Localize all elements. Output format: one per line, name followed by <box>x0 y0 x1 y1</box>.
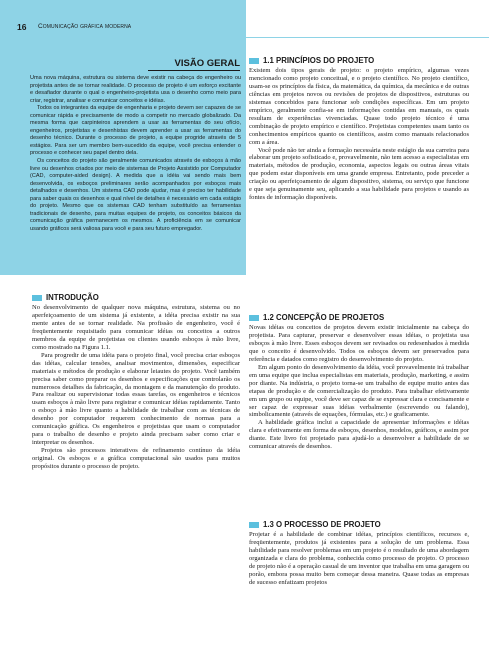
overview-title: VISÃO GERAL <box>174 58 240 69</box>
section-1-2-paragraph: Novas idéias ou conceitos de projetos devem existir inicialmente na cabeça do projetista. Para capturar, preservar e desenvolver essas idéias, o projetista usa esboços à mão livre. Esses esboços devem ser revisados ou redesenhados à medida que o conceito é desenvolvido. Todos os esboços devem ser preservados para referência e datados como registro do desenvolvimento do projeto. <box>249 324 469 363</box>
section-marker <box>249 522 259 528</box>
overview-body <box>30 75 241 233</box>
section-1-2-paragraph: A habilidade gráfica inclui a capacidade de apresentar informações e idéias clara e efetivamente em forma de esboços, desenhos, modelos, gráficos, e assim por diante. Este livro foi projetado para ajudá-lo a desenvolver a habilidade de se comunicar através de desenhos. <box>249 419 469 451</box>
section-marker <box>249 315 259 321</box>
page-number: 16 <box>17 22 27 32</box>
header-rule <box>246 37 489 38</box>
section-marker <box>249 58 259 64</box>
section-1-2-heading-text: 1.2 CONCEPÇÃO DE PROJETOS <box>263 313 385 322</box>
overview-box <box>0 38 246 275</box>
running-head: Comunicação gráfica moderna <box>38 23 132 30</box>
section-1-1-heading <box>249 56 374 65</box>
intro-heading-text: INTRODUÇÃO <box>46 293 99 302</box>
section-1-3-heading-text: 1.3 O PROCESSO DE PROJETO <box>263 520 381 529</box>
overview-paragraph: Os conceitos do projeto são geralmente comunicados através de esboços à mão livre ou desenhos criados por meio de sistemas de Projeto Assistido por Computador (CAD, computer-aided design). A medida que a idéia vai sendo mais bem desenvolvida, os esboços preliminares serão acompanhados por esboços mais detalhados e desenhos. Um sistema CAD pode ajudar, mas é preciso ter habilidade para saber quais os desenhos e qual nível de detalhes é necessário em cada estágio do projeto. Mesmo que os sistemas CAD tenham substituído as ferramentas tradicionais de desenho, para muitas equipes de projeto, os conceitos básicos da comunicação gráfica permanecem os mesmos. A proficiência em se comunicar usando gráficos será valiosa para você e para seu futuro empregador. <box>30 158 241 232</box>
intro-heading <box>32 293 99 302</box>
intro-paragraph: Para progredir de uma idéia para o projeto final, você precisa criar esboços das idéias, calcular tensões, analisar movimentos, dimensões, especificar materiais e métodos de produção e elaborar leiautes do projeto. Você também precisa saber como preparar os desenhos e especificações que controlarão os numerosos detalhes da fabricação, da montagem e da manutenção do produto. Para realizar ou supervisionar todas essas tarefas, os engenheiros e técnicos usam esboços à mão livre para registrar e comunicar idéias rapidamente. Tanto o esboço à mão livre quanto a habilidade de trabalhar com as técnicas de desenho por computador requerem conhecimento de normas para a comunicação gráfica. Os engenheiros e projetistas que usam o computador para o trabalho de desenho e projeto ainda precisam saber como criar e interpretar os desenhos. <box>32 351 240 447</box>
section-1-2-body <box>249 324 469 451</box>
intro-body <box>32 304 240 471</box>
section-marker <box>32 295 42 301</box>
intro-paragraph: Projetos são processos interativos de refinamento contínuo da idéia original. Os esboços e a gráfica computacional são usados para muitos propósitos durante o processo de projeto. <box>32 447 240 471</box>
section-1-2-heading <box>249 313 384 322</box>
section-1-1-paragraph: Existem dois tipos gerais de projeto: o projeto empírico, algumas vezes mencionado como projeto conceitual, e o projeto científico. No projeto científico, usam-se os princípios da física, da matemática, da química, da mecânica e de outras ciências em projetos novos ou revisões de projetos de dispositivos, estruturas ou sistemas concebidos para funcionar sob condições específicas. Em um projeto empírico, geralmente confia-se em informações contidas em manuais, os quais resultam de experiências vivenciadas. Quase todo projeto técnico é uma combinação de projeto empírico e científico. Projetistas competentes usam tanto os conhecimentos empíricos quanto os científicos, assim como manuais relacionados com a área. <box>249 67 469 146</box>
overview-paragraph: Todos os integrantes da equipe de engenharia e projeto devem ser capazes de se comunicar rápida e precisamente de modo a competir no mercado globalizado. Da mesma forma que carpinteiros aprendem a usar as ferramentas do seu ofício, engenheiros, projetistas e desenhistas devem aprender a usar as ferramentas do desenho técnico. Durante o processo de projeto, a equipe progride através de 5 estágios. Para ser um membro bem-sucedido da equipe, você precisa entender o processo e conhecer seu papel dentro dela. <box>30 105 241 157</box>
header-band <box>0 0 246 38</box>
section-1-1-body <box>249 67 469 202</box>
section-1-3-body <box>249 531 469 587</box>
section-1-1-heading-text: 1.1 PRINCÍPIOS DO PROJETO <box>263 56 375 65</box>
overview-paragraph: Uma nova máquina, estrutura ou sistema deve existir na cabeça do engenheiro ou projetista antes de se tornar realidade. O processo de projeto é um esforço excitante e desafiador durante o qual o engenheiro-projetista usa o desenho como meio para criar, registrar, analisar e comunicar conceitos e idéias. <box>30 75 241 104</box>
section-1-3-paragraph: Projetar é a habilidade de combinar idéias, princípios científicos, recursos e, freqüentemente, produtos já existentes para a solução de um problema. Essa habilidade para resolver problemas em um projeto é o resultado de uma abordagem organizada e clara do problema, conhecida como processo de projeto. O processo de projeto não é a operação casual de um inventor que trabalha em uma garagem ou porão, embora possa muito bem começar dessa maneira. Quase todas as empresas de sucesso enfatizam projetos <box>249 531 469 586</box>
page-header <box>0 0 489 38</box>
section-1-2-paragraph: Em algum ponto do desenvolvimento da idéia, você provavelmente irá trabalhar em uma equipe que inclua especialistas em materiais, produção, marketing, e assim por diante. Na indústria, o projeto torna-se um trabalho de equipe muito antes das etapas de produção e de comercialização do produto. Para trabalhar efetivamente em um grupo ou equipe, você deve ser capaz de se expressar clara e concisamente e ser capaz de expressar suas idéias verbalmente (escrevendo ou falando), simbolicamente (através de equações, fórmulas, etc.) e graficamente. <box>249 363 469 419</box>
intro-paragraph: No desenvolvimento de qualquer nova máquina, estrutura, sistema ou no aperfeiçoamento de um sistema já existente, a idéia precisa existir na sua mente antes de se tornar realidade. Na profissão de engenheiro, você é freqüentemente requisitado para comunicar idéias ou conceitos a outros membros da equipe de projetistas ou clientes usando esboços à mão livre, como mostrado na Figura 1.1. <box>32 304 240 351</box>
overview-rule <box>148 70 240 71</box>
section-1-1-paragraph: Você pode não ter ainda a formação necessária neste estágio da sua carreira para elaborar um projeto sofisticado e, provavelmente, não tem acesso a especialistas em materiais, métodos de produção, economia, aspectos legais ou outras áreas vitais que podem estar disponíveis em uma grande empresa. Entretanto, pode preceder a criação ou aperfeiçoamento de algum dispositivo, sistema, ou serviço que funcione e que seja genuinamente seu, aplicando a sua habilidade para projetos e usando as fontes de informação disponíveis. <box>249 146 469 202</box>
section-1-3-heading <box>249 520 381 529</box>
